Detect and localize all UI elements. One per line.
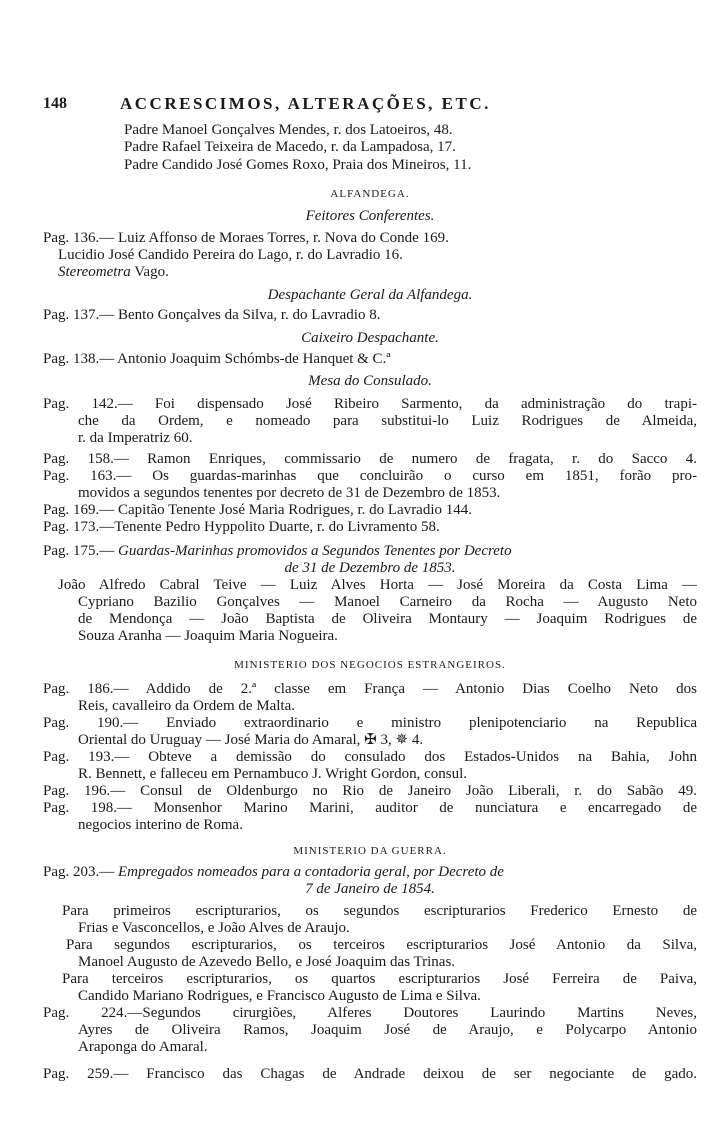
entry-line: de 31 de Dezembro de 1853. xyxy=(284,560,456,576)
italic-title: Guardas-Marinhas promovidos a Segundos Tenentes por Decreto xyxy=(114,543,512,559)
entry-line xyxy=(58,264,712,281)
entry-line: Manoel Augusto de Azevedo Bello, e José Joaquim das Trinas. xyxy=(78,954,456,970)
entry-line: Pag. 224.—Segundos cirurgiões, Alferes Doutores Laurindo Martins Neves, xyxy=(43,1005,697,1021)
entry-line: João Alfredo Cabral Teive — Luiz Alves Horta — José Moreira da Costa Lima — xyxy=(58,577,697,593)
entry-line: Candido Mariano Rodrigues, e Francisco Augusto de Lima e Silva. xyxy=(78,988,481,1004)
section-heading: MINISTERIO DOS NEGOCIOS ESTRANGEIROS. xyxy=(234,659,506,671)
page-ref: Pag. 203.— xyxy=(43,864,115,880)
entry-line: negocios interino de Roma. xyxy=(78,817,243,833)
entry-line: Pag. 190.— Enviado extraordinario e ministro plenipotenciario na Republica xyxy=(43,715,697,731)
entry-line: Oriental do Uruguay — José Maria do Amaral, ✠ 3, ✵ 4. xyxy=(78,732,424,748)
subsection-heading: Despachante Geral da Alfandega. xyxy=(267,287,473,303)
entry-line: Para terceiros escripturarios, os quartos escripturarios José Ferreira de Paiva, xyxy=(62,971,697,987)
entry-line: Pag. 169.— Capitão Tenente José Maria Rodrigues, r. do Lavradio 144. xyxy=(43,502,473,518)
text-span: Vago. xyxy=(130,264,169,280)
text-line: Padre Candido José Gomes Roxo, Praia dos Mineiros, 11. xyxy=(124,157,472,173)
entry-line: Para primeiros escripturarios, os segundos escripturarios Frederico Ernesto de xyxy=(62,903,697,919)
entry-line: Pag. 142.— Foi dispensado José Ribeiro Sarmento, da administração do trapi- xyxy=(43,396,697,412)
entry-line: Ayres de Oliveira Ramos, Joaquim José de Araujo, e Polycarpo Antonio xyxy=(78,1022,697,1038)
entry-line: Cypriano Bazilio Gonçalves — Manoel Carneiro da Rocha — Augusto Neto xyxy=(78,594,697,610)
entry-line: 7 de Janeiro de 1854. xyxy=(305,881,435,897)
entry-line: Souza Aranha — Joaquim Maria Nogueira. xyxy=(78,628,338,644)
entry-line: Pag. 137.— Bento Gonçalves da Silva, r. do Lavradio 8. xyxy=(43,307,381,323)
subsection-heading: Mesa do Consulado. xyxy=(308,373,432,389)
entry-line xyxy=(43,543,697,560)
section-heading: ALFANDEGA. xyxy=(330,188,410,200)
entry-line: Pag. 173.—Tenente Pedro Hyppolito Duarte, r. do Livramento 58. xyxy=(43,519,440,535)
entry-line: Pag. 259.— Francisco das Chagas de Andrade deixou de ser negociante de gado. xyxy=(43,1066,697,1082)
entry-line: Pag. 196.— Consul de Oldenburgo no Rio de Janeiro João Liberali, r. do Sabão 49. xyxy=(43,783,697,799)
subsection-heading: Feitores Conferentes. xyxy=(305,208,435,224)
entry-line: Araponga do Amaral. xyxy=(78,1039,208,1055)
entry-line: r. da Imperatriz 60. xyxy=(78,430,193,446)
text-line: Padre Rafael Teixeira de Macedo, r. da Lampadosa, 17. xyxy=(124,139,456,155)
page-number: 148 xyxy=(43,95,67,112)
entry-line: Pag. 198.— Monsenhor Marino Marini, auditor de nunciatura e encarregado de xyxy=(43,800,697,816)
text-line: Padre Manoel Gonçalves Mendes, r. dos Latoeiros, 48. xyxy=(124,122,453,138)
entry-line: Pag. 186.— Addido de 2.ª classe em França — Antonio Dias Coelho Neto dos xyxy=(43,681,697,697)
entry-line: Pag. 193.— Obteve a demissão do consulado dos Estados-Unidos na Bahia, John xyxy=(43,749,697,765)
entry-line: Reis, cavalleiro da Ordem de Malta. xyxy=(78,698,296,714)
subsection-heading: Caixeiro Despachante. xyxy=(301,330,439,346)
entry-line: Para segundos escripturarios, os terceiros escripturarios José Antonio da Silva, xyxy=(66,937,697,953)
entry-line xyxy=(43,864,697,881)
section-heading: MINISTERIO DA GUERRA. xyxy=(293,845,447,857)
entry-line: Pag. 136.— Luiz Affonso de Moraes Torres, r. Nova do Conde 169. xyxy=(43,230,449,246)
entry-line: movidos a segundos tenentes por decreto de 31 de Dezembro de 1853. xyxy=(78,485,501,501)
entry-line: che da Ordem, e nomeado para substitui-lo Luiz Rodrigues de Almeida, xyxy=(78,413,697,429)
running-head: ACCRESCIMOS, ALTERAÇÕES, ETC. xyxy=(120,94,491,113)
entry-line: Frias e Vasconcellos, e João Alves de Araujo. xyxy=(78,920,350,936)
entry-line: Pag. 138.— Antonio Joaquim Schómbs-de Hanquet & C.ª xyxy=(43,351,391,367)
entry-line: Lucidio José Candido Pereira do Lago, r. do Lavradio 16. xyxy=(58,247,403,263)
page-ref: Pag. 175.— xyxy=(43,543,115,559)
italic-title: Empregados nomeados para a contadoria geral, por Decreto de xyxy=(114,864,504,880)
entry-line: Pag. 158.— Ramon Enriques, commissario de numero de fragata, r. do Sacco 4. xyxy=(43,451,697,467)
italic-label: Stereometra xyxy=(58,264,131,280)
entry-line: de Mendonça — João Baptista de Oliveira Montaury — Joaquim Rodrigues de xyxy=(78,611,697,627)
entry-line: R. Bennett, e falleceu em Pernambuco J. Wright Gordon, consul. xyxy=(78,766,468,782)
entry-line: Pag. 163.— Os guardas-marinhas que concluirão o curso em 1851, forão pro- xyxy=(43,468,697,484)
